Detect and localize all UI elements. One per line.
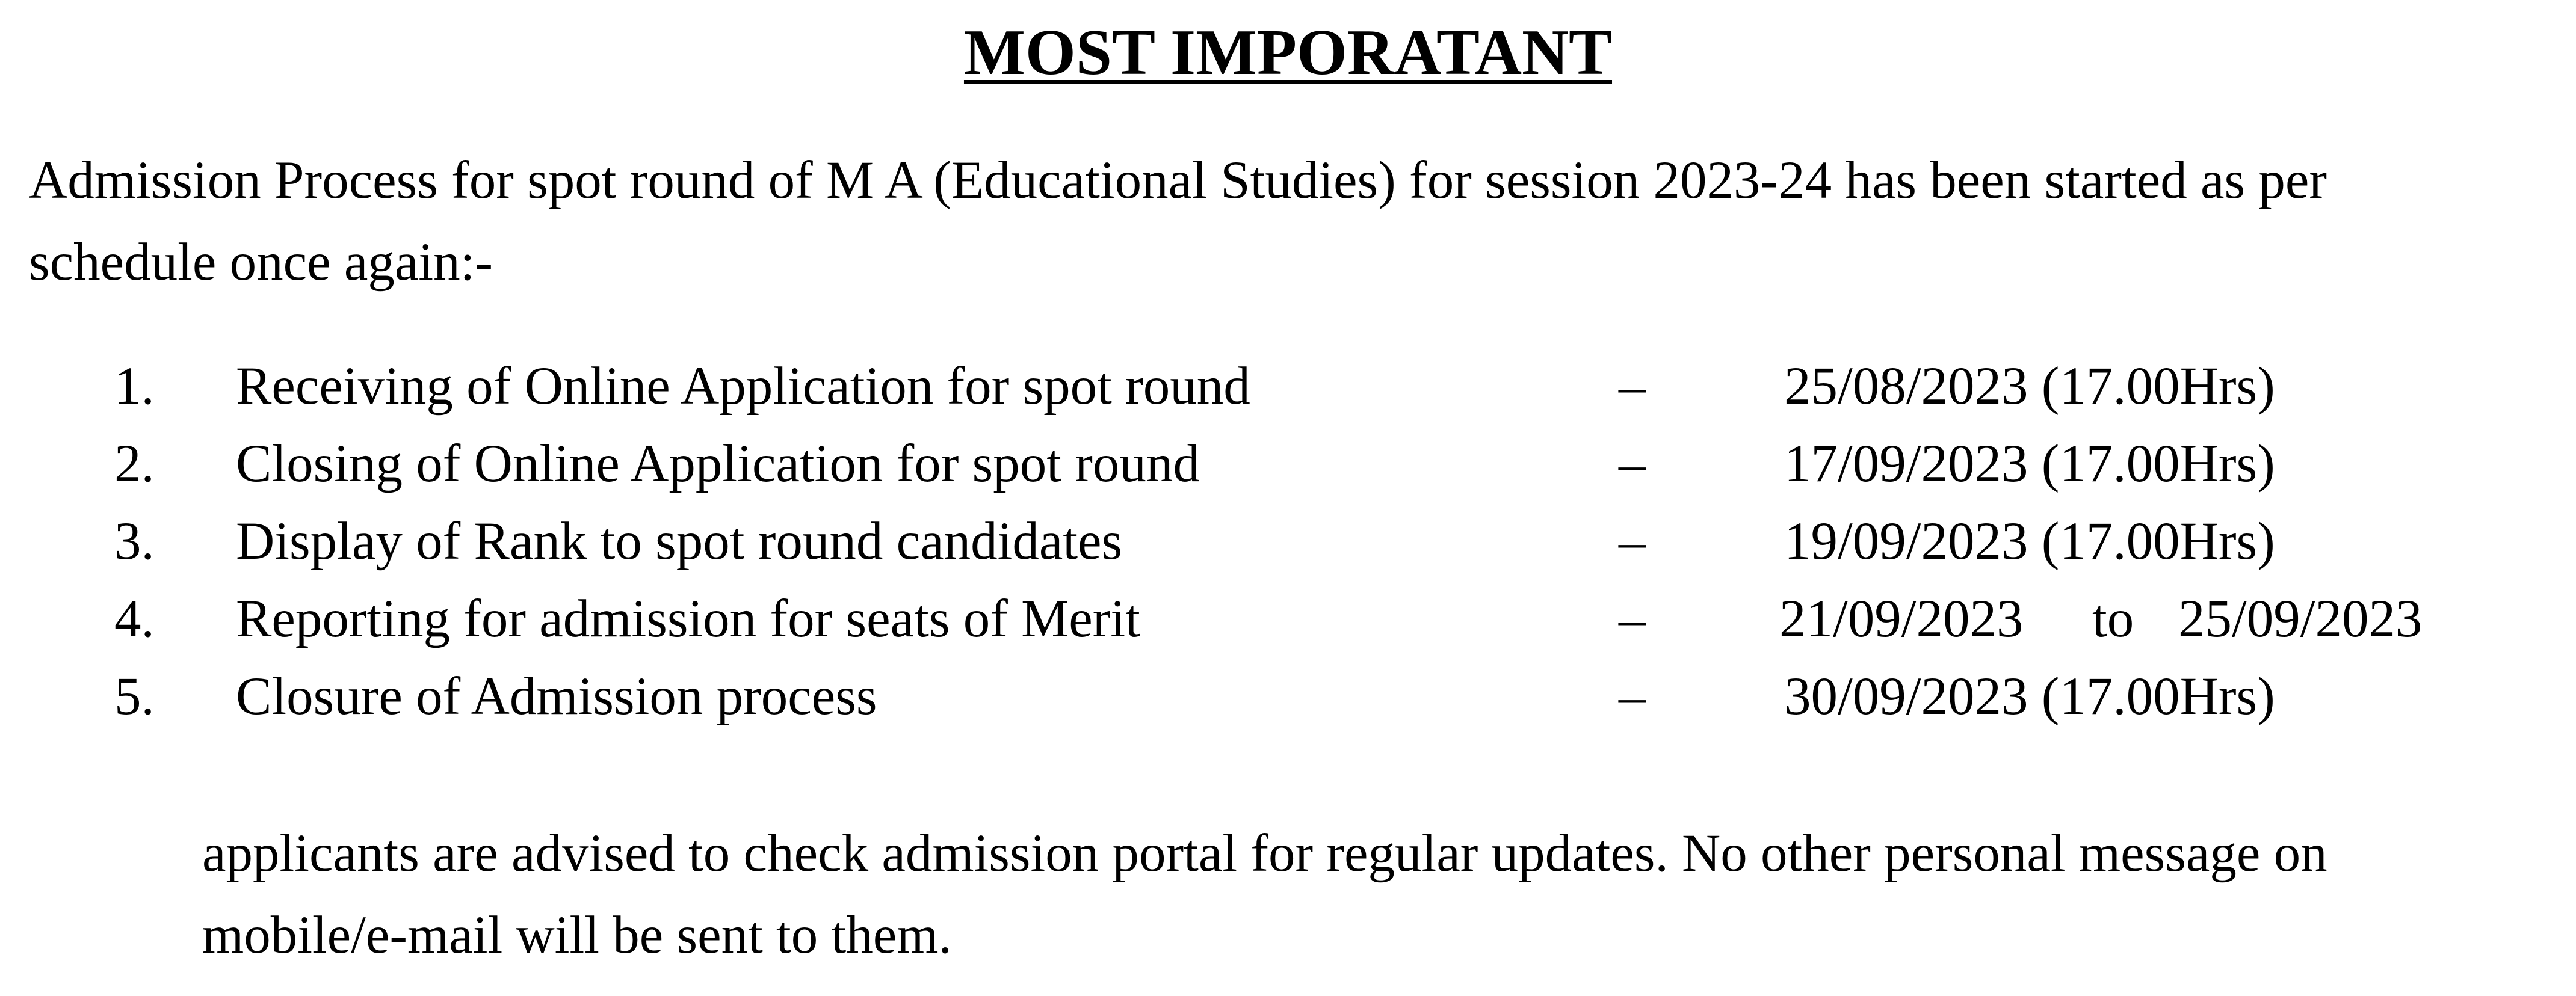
schedule-item-closure xyxy=(0,658,2576,736)
advisory-note xyxy=(202,813,2549,976)
intro-line-1: Admission Process for spot round of M A (Educational Studies) for session 2023-24 has been started as per xyxy=(29,151,2327,210)
item-dash: – xyxy=(1619,667,1646,726)
item-number: 5. xyxy=(114,667,155,726)
schedule-item-receiving xyxy=(0,348,2576,425)
item-date-from: 21/09/2023 xyxy=(1779,589,2024,648)
intro-line-2: schedule once again:- xyxy=(29,233,493,292)
item-number: 4. xyxy=(114,589,155,648)
item-number: 2. xyxy=(114,434,155,493)
item-task: Receiving of Online Application for spot round xyxy=(236,357,1250,416)
item-date-separator: to xyxy=(2092,589,2134,648)
schedule-item-rank-display xyxy=(0,503,2576,580)
item-task: Closure of Admission process xyxy=(236,667,877,726)
item-task: Closing of Online Application for spot round xyxy=(236,434,1200,493)
item-date-to: 25/09/2023 xyxy=(2178,589,2423,648)
item-dash: – xyxy=(1619,434,1646,493)
item-date: 19/09/2023 (17.00Hrs) xyxy=(1784,512,2275,571)
item-number: 3. xyxy=(114,512,155,571)
item-dash: – xyxy=(1619,357,1646,416)
notice-title xyxy=(0,11,2576,95)
note-line-2: mobile/e-mail will be sent to them. xyxy=(202,906,952,965)
item-number: 1. xyxy=(114,357,155,416)
item-date: 30/09/2023 (17.00Hrs) xyxy=(1784,667,2275,726)
item-dash: – xyxy=(1619,512,1646,571)
item-task: Reporting for admission for seats of Merit xyxy=(236,589,1140,648)
notice-title-text: MOST IMPORATANT xyxy=(963,17,1613,88)
note-line-1: applicants are advised to check admission portal for regular updates. No other personal message on xyxy=(202,824,2327,883)
schedule-item-reporting xyxy=(0,580,2576,658)
item-task: Display of Rank to spot round candidates xyxy=(236,512,1123,571)
item-dash: – xyxy=(1619,589,1646,648)
schedule-item-closing xyxy=(0,425,2576,503)
item-date: 17/09/2023 (17.00Hrs) xyxy=(1784,434,2275,493)
intro-paragraph xyxy=(29,140,2556,303)
schedule-list xyxy=(0,348,2576,736)
item-date: 25/08/2023 (17.00Hrs) xyxy=(1784,357,2275,416)
